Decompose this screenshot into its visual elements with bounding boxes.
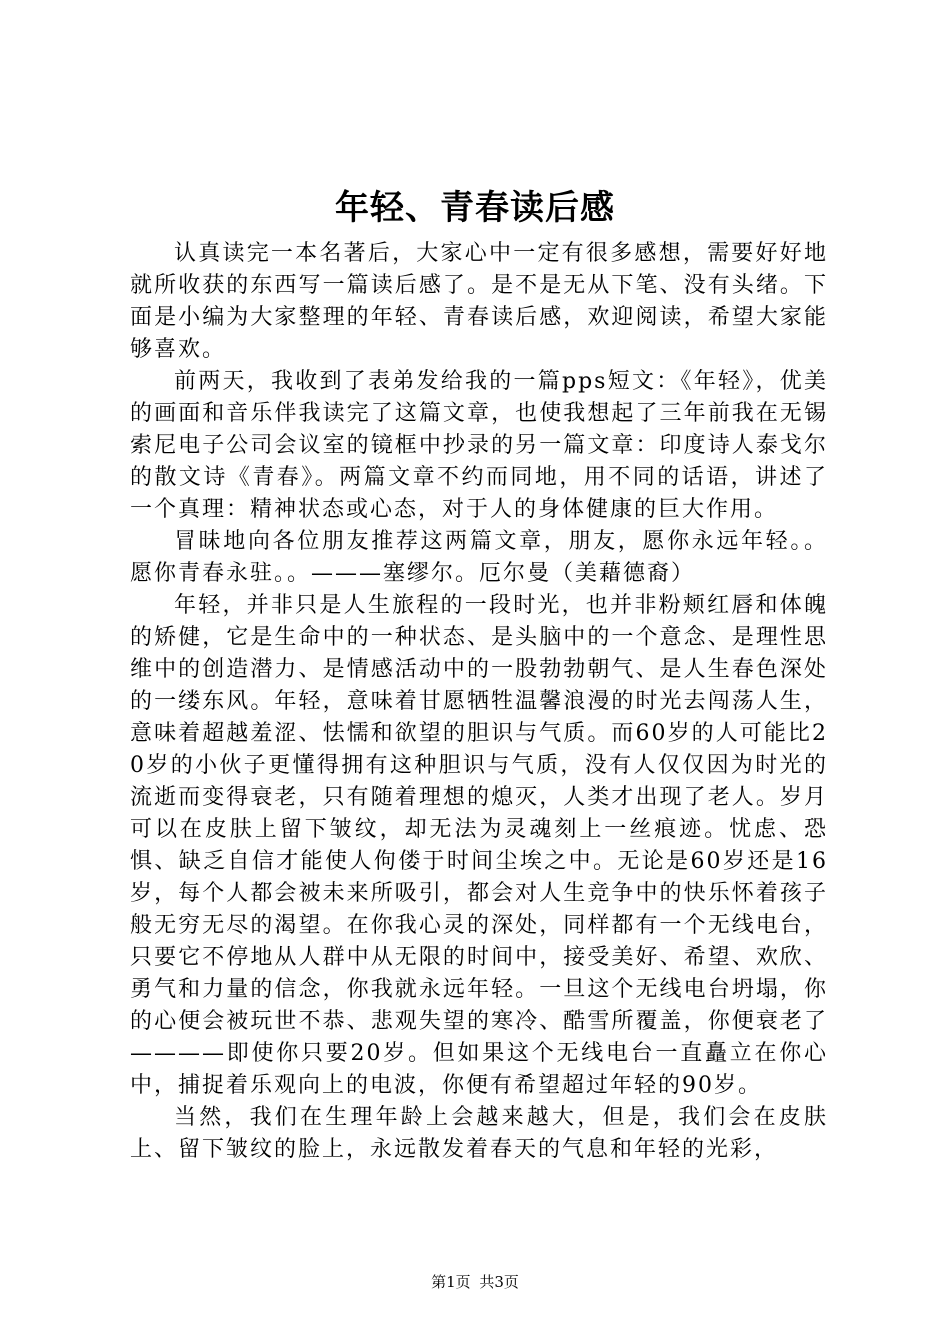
paragraph-conclusion: 当然，我们在生理年龄上会越来越大，但是，我们会在皮肤上、留下皱纹的脸上，永远散发着春天的气息和年轻的光彩，	[130, 1105, 828, 1162]
paragraph-intro: 认真读完一本名著后，大家心中一定有很多感想，需要好好地就所收获的东西写一篇读后感了。是不是无从下笔、没有头绪。下面是小编为大家整理的年轻、青春读后感，欢迎阅读，希望大家能够喜欢。	[130, 241, 828, 362]
document-body	[130, 238, 828, 1166]
paragraph-recommendation: 冒昧地向各位朋友推荐这两篇文章，朋友，愿你永远年轻。。愿你青春永驻。。———塞缪尔。厄尔曼（美藉德裔）	[130, 529, 828, 586]
page-number: 第1页	[431, 1273, 471, 1291]
paragraph-background: 前两天，我收到了表弟发给我的一篇pps短文：《年轻》，优美的画面和音乐伴我读完了这篇文章，也使我想起了三年前我在无锡索尼电子公司会议室的镜框中抄录的另一篇文章：印度诗人泰戈尔的散文诗《青春》。两篇文章不约而同地，用不同的话语，讲述了一个真理：精神状态或心态，对于人的身体健康的巨大作用。	[130, 369, 828, 522]
document-title: 年轻、青春读后感	[335, 188, 615, 228]
paragraph-youth-essay: 年轻，并非只是人生旅程的一段时光，也并非粉颊红唇和体魄的矫健，它是生命中的一种状态、是头脑中的一个意念、是理性思维中的创造潜力、是情感活动中的一股勃勃朝气、是人生春色深处的一缕东风。年轻，意味着甘愿牺牲温馨浪漫的时光去闯荡人生，意味着超越羞涩、怯懦和欲望的胆识与气质。而60岁的人可能比20岁的小伙子更懂得拥有这种胆识与气质，没有人仅仅因为时光的流逝而变得衰老，只有随着理想的熄灭，人类才出现了老人。岁月可以在皮肤上留下皱纹，却无法为灵魂刻上一丝痕迹。忧虑、恐惧、缺乏自信才能使人佝偻于时间尘埃之中。无论是60岁还是16岁，每个人都会被未来所吸引，都会对人生竞争中的快乐怀着孩子般无穷无尽的渴望。在你我心灵的深处，同样都有一个无线电台，只要它不停地从人群中从无限的时间中，接受美好、希望、欢欣、勇气和力量的信念，你我就永远年轻。一旦这个无线电台坍塌，你的心便会被玩世不恭、悲观失望的寒冷、酷雪所覆盖，你便衰老了————即使你只要20岁。但如果这个无线电台一直矗立在你心中，捕捉着乐观向上的电波，你便有希望超过年轻的90岁。	[130, 593, 828, 1098]
page-footer	[0, 1272, 950, 1292]
page-total: 共3页	[479, 1273, 519, 1291]
